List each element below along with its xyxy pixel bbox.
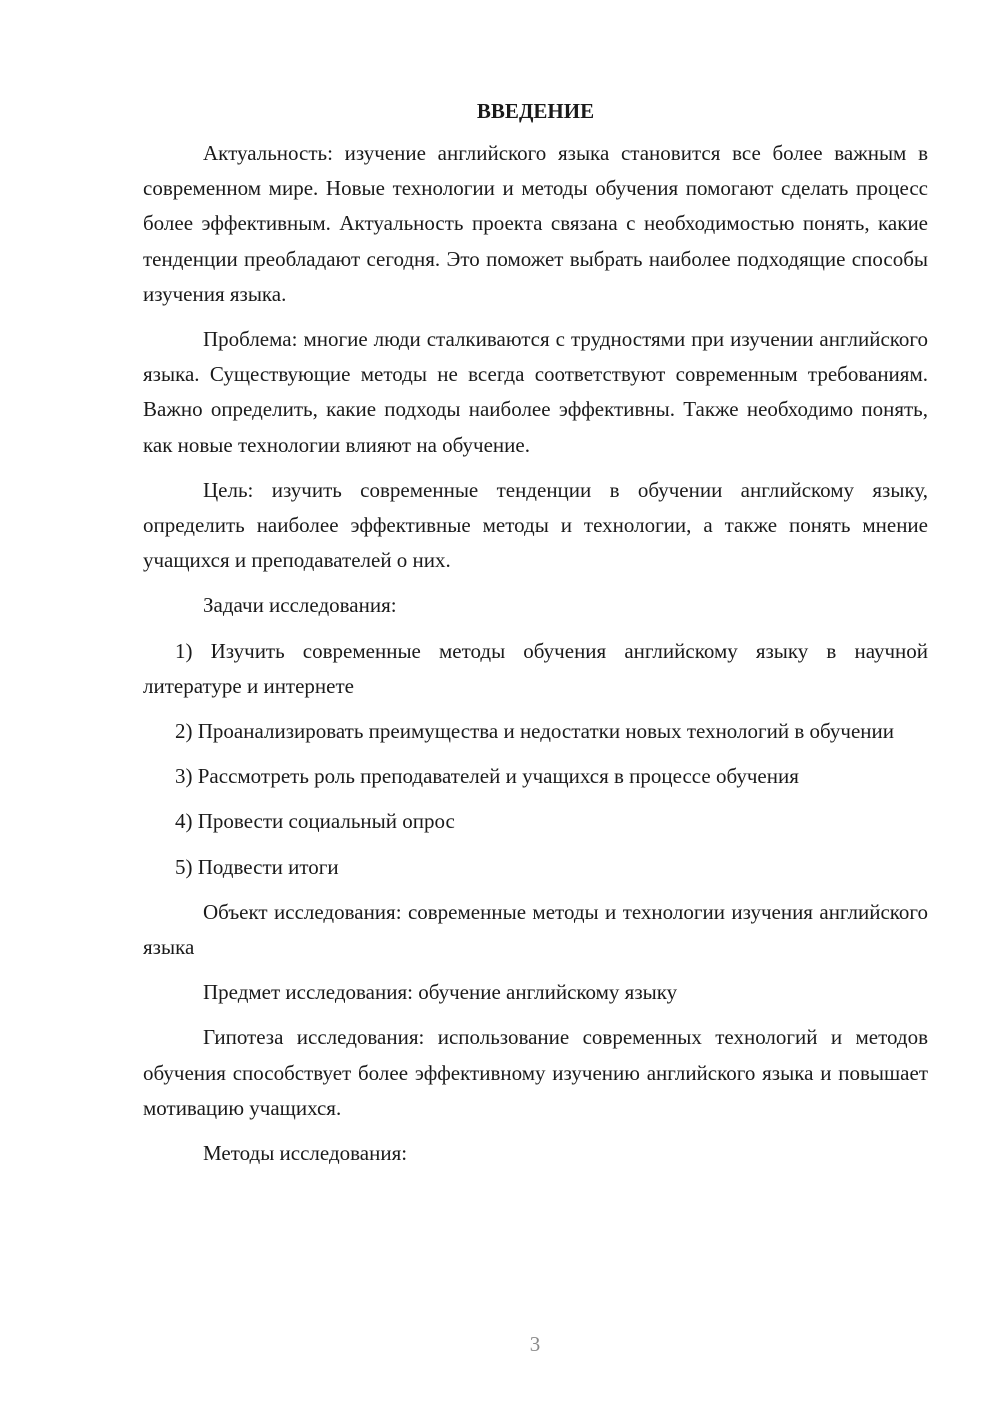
- methods-heading: Методы исследования:: [203, 1141, 408, 1166]
- task-item-2: 2) Проанализировать преимущества и недостатки новых технологий в обучении: [175, 719, 894, 744]
- relevance-paragraph: Актуальность: изучение английского языка становится все более важным в современном мире. Новые технологии и методы обучения помогают сделать процесс более эффективным. Актуальность проекта связана с необходимостью понять, какие тенденции преобладают сегодня. Это поможет выбрать наиболее подходящие способы изучения языка.: [143, 141, 928, 306]
- page-number: 3: [529, 1332, 541, 1356]
- subject-paragraph: Предмет исследования: обучение английскому языку: [203, 980, 678, 1005]
- tasks-list: [143, 634, 928, 885]
- tasks-heading: Задачи исследования:: [203, 593, 397, 618]
- task-item-3: 3) Рассмотреть роль преподавателей и учащихся в процессе обучения: [175, 764, 799, 789]
- task-item-4: 4) Провести социальный опрос: [175, 809, 455, 834]
- document-page: [143, 96, 928, 1181]
- task-item-5: 5) Подвести итоги: [175, 854, 339, 879]
- task-item-1: 1) Изучить современные методы обучения английскому языку в научной литературе и интернете: [143, 638, 928, 698]
- goal-paragraph: Цель: изучить современные тенденции в обучении английскому языку, определить наиболее эффективные методы и технологии, а также понять мнение учащихся и преподавателей о них.: [143, 477, 928, 573]
- page-title: ВВЕДЕНИЕ: [476, 99, 595, 123]
- problem-paragraph: Проблема: многие люди сталкиваются с трудностями при изучении английского языка. Существующие методы не всегда соответствуют современным требованиям. Важно определить, какие подходы наиболее эффективны. Также необходимо понять, как новые технологии влияют на обучение.: [143, 327, 928, 457]
- object-paragraph: Объект исследования: современные методы и технологии изучения английского языка: [143, 899, 928, 960]
- hypothesis-paragraph: Гипотеза исследования: использование современных технологий и методов обучения способствует более эффективному изучению английского языка и повышает мотивацию учащихся.: [143, 1025, 928, 1120]
